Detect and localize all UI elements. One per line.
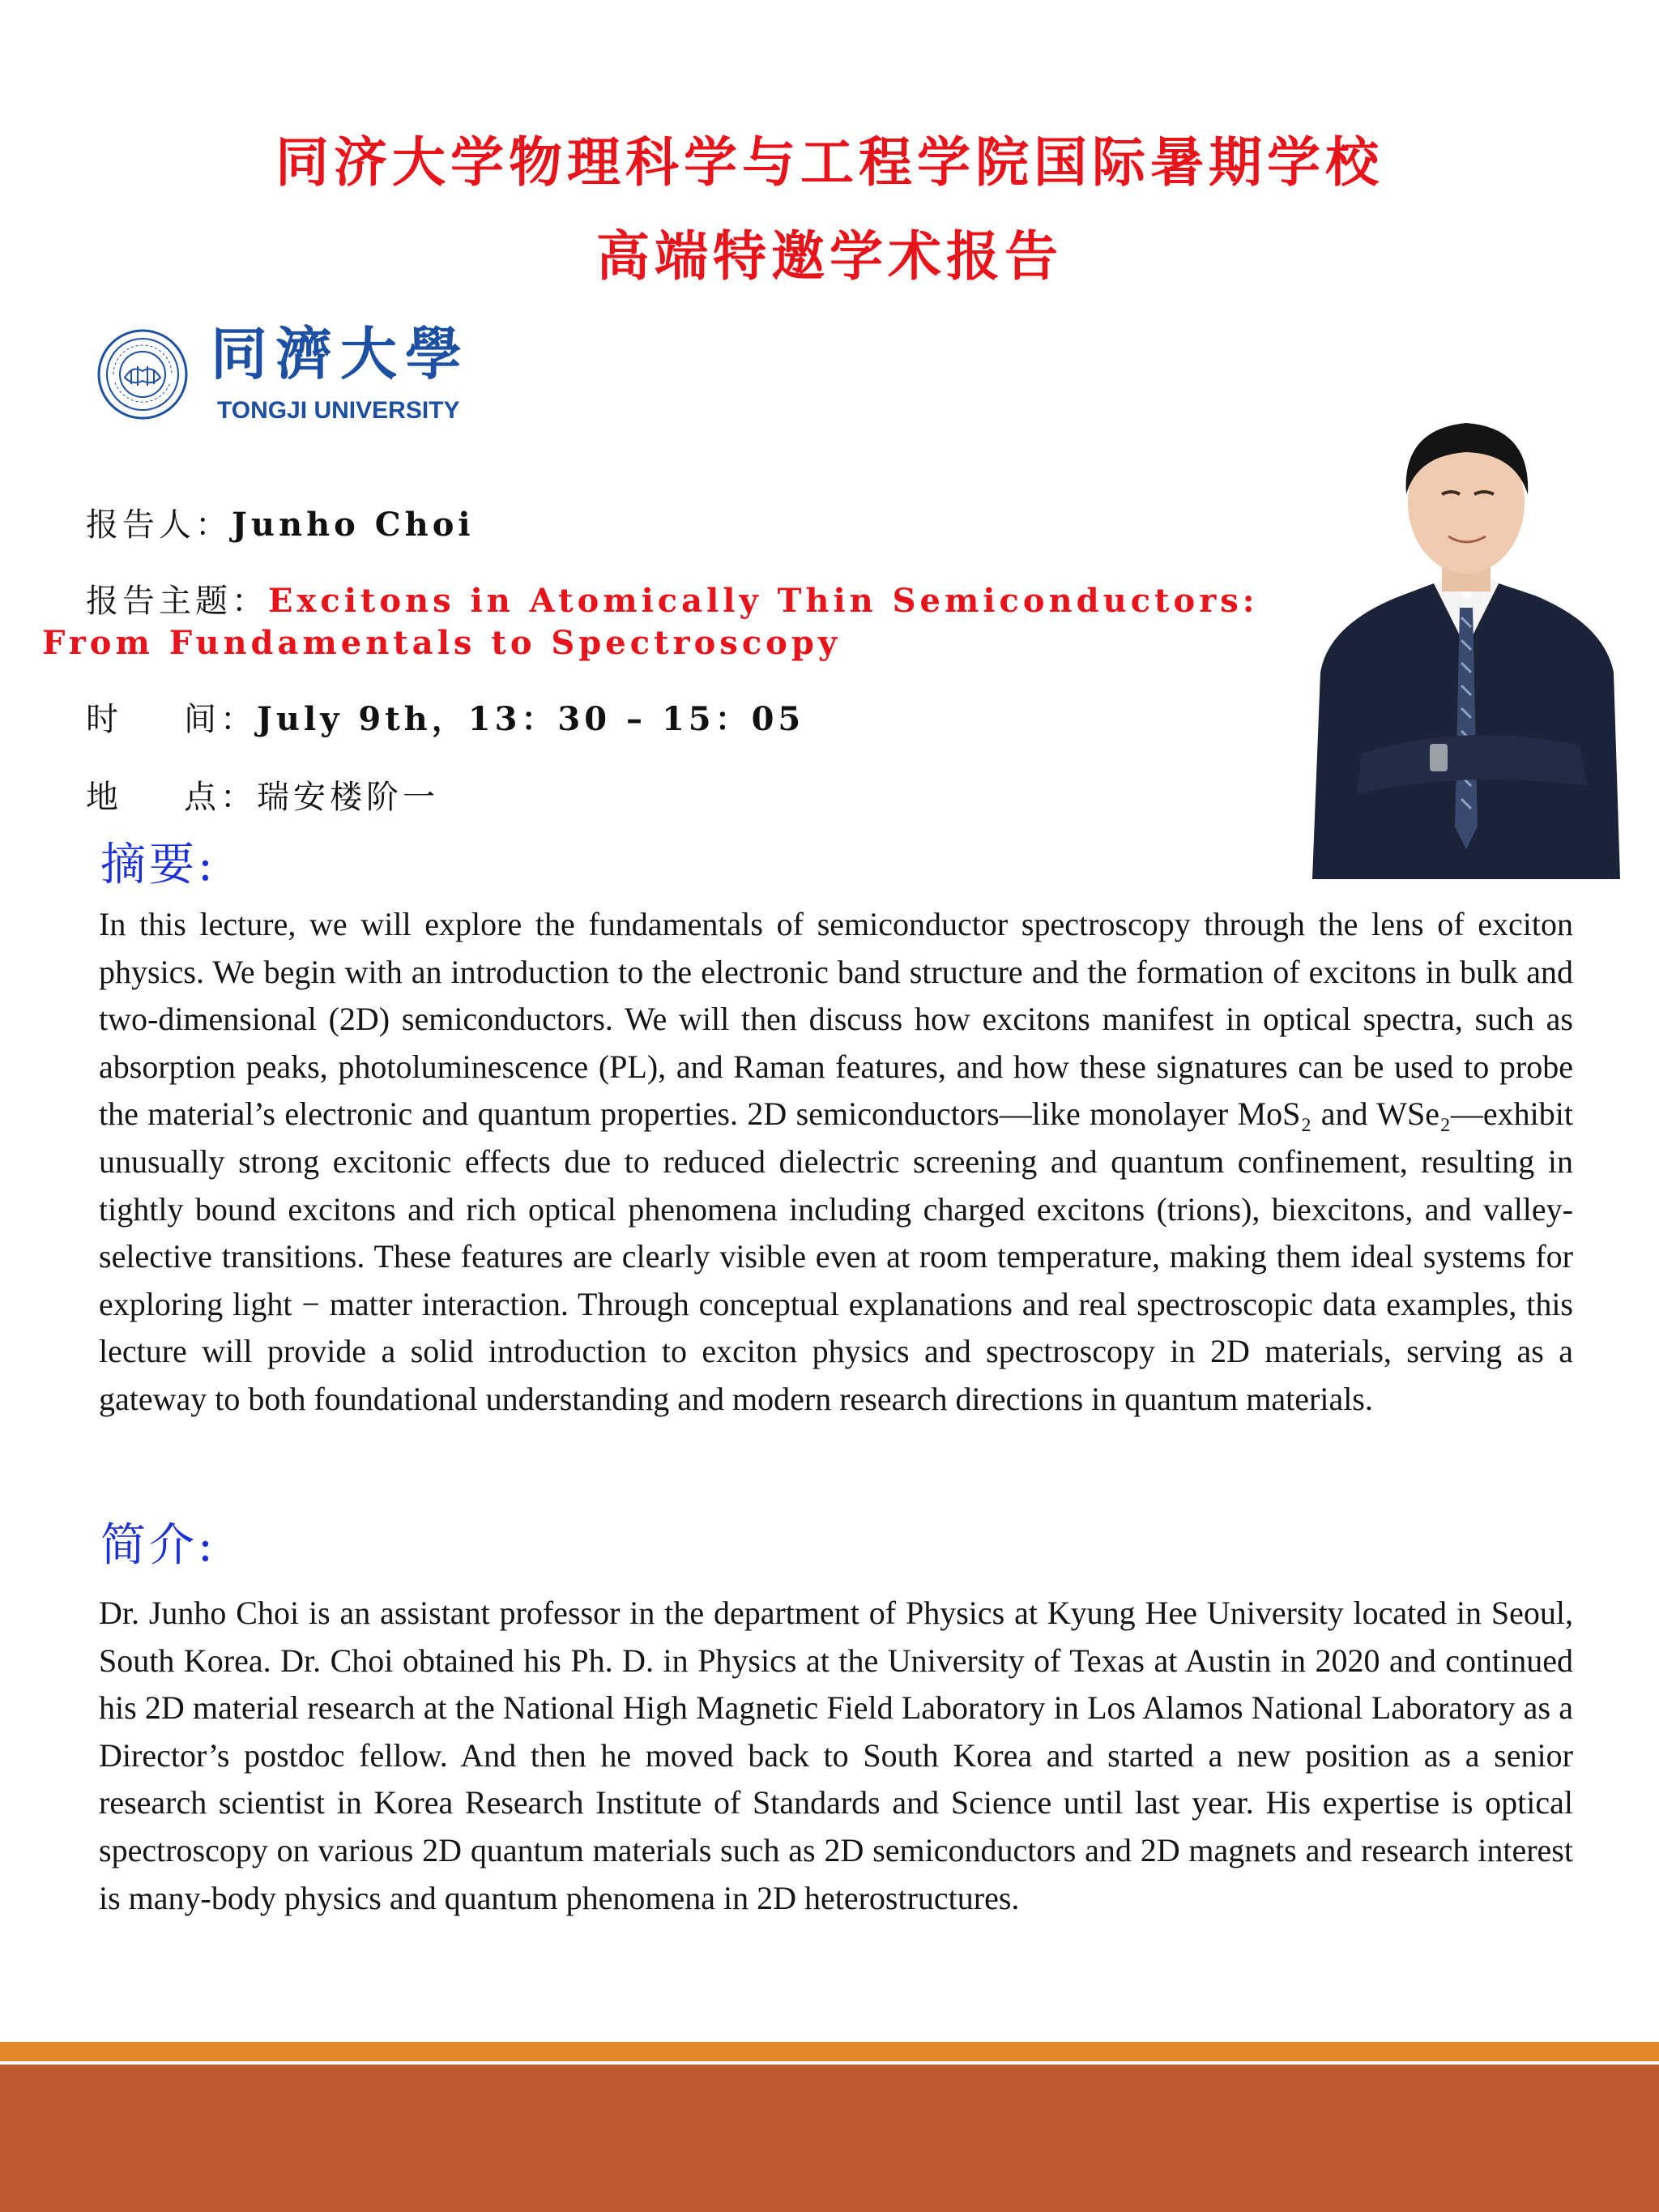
- speaker-name: Junho Choi: [232, 506, 475, 544]
- place-label-b: 点：: [184, 779, 257, 816]
- title-line-2: 高端特邀学术报告: [596, 225, 1063, 288]
- time-label-a: 时: [86, 701, 122, 738]
- topic-label: 报告主题：: [86, 583, 268, 620]
- logo-name-cn: 同濟大學: [211, 320, 470, 387]
- place-label-a: 地: [86, 779, 122, 816]
- university-seal-icon: [97, 329, 188, 420]
- time-value: July 9th，13：30 – 15：05: [257, 700, 805, 738]
- time-label-b: 间：: [184, 701, 257, 738]
- bio-text: Dr. Junho Choi is an assistant professor in the department of Physics at Kyung Hee University located in Seoul, South Korea. Dr. Choi obtained his Ph. D. in Physics at the University of Texas at Austin in 2020 and continued his 2D material research at the National High Magnetic Field Laboratory in Los Alamos National Laboratory as a Director’s postdoc fellow. And then he moved back to South Korea and started a new position as a senior research scientist in Korea Research Institute of Standards and Science until last year. His expertise is optical spectroscopy on various 2D quantum materials such as 2D semiconductors and 2D magnets and research interest is many-body physics and quantum phenomena in 2D heterostructures.: [99, 1595, 1573, 1916]
- speaker-label: 报告人：: [86, 506, 232, 544]
- speaker-row: [86, 506, 475, 544]
- place-value: 瑞安楼阶一: [257, 779, 439, 816]
- logo-name-en: TONGJI UNIVERSITY: [217, 397, 460, 424]
- footer-bar-orange: [0, 2042, 1659, 2061]
- time-row: [86, 700, 805, 738]
- abstract-heading: 摘要:: [100, 839, 216, 891]
- topic-line-1: Excitons in Atomically Thin Semiconductors:: [268, 582, 1259, 620]
- abstract-text: In this lecture, we will explore the fundamentals of semiconductor spectroscopy through the lens of exciton physics. We begin with an introduction to the electronic band structure and the formation of excitons in bulk and two-dimensional (2D) semiconductors. We will then discuss how excitons manifest in optical spectra, such as absorption peaks, photoluminescence (PL), and Raman features, and how these signatures can be used to probe the material’s electronic and quantum properties. 2D semiconductors—like monolayer MoS₂ and WSe₂—exhibit unusually strong excitonic effects due to reduced dielectric screening and quantum confinement, resulting in tightly bound excitons and rich optical phenomena including charged excitons (trions), biexcitons, and valley-selective transitions. These features are clearly visible even at room temperature, making them ideal systems for exploring light − matter interaction. Through conceptual explanations and real spectroscopic data examples, this lecture will provide a solid introduction to exciton physics and spectroscopy in 2D materials, serving as a gateway to both foundational understanding and modern research directions in quantum materials.: [99, 906, 1573, 1417]
- tongji-logo: [97, 322, 478, 428]
- title-line-1: 同济大学物理科学与工程学院国际暑期学校: [275, 131, 1384, 194]
- bio-heading: 简介:: [100, 1519, 216, 1572]
- topic-row: [86, 582, 1259, 620]
- speaker-photo: [1312, 405, 1620, 879]
- topic-line-2: From Fundamentals to Spectroscopy: [42, 624, 842, 662]
- footer-bar-rust: [0, 2065, 1659, 2212]
- place-row: [86, 779, 439, 816]
